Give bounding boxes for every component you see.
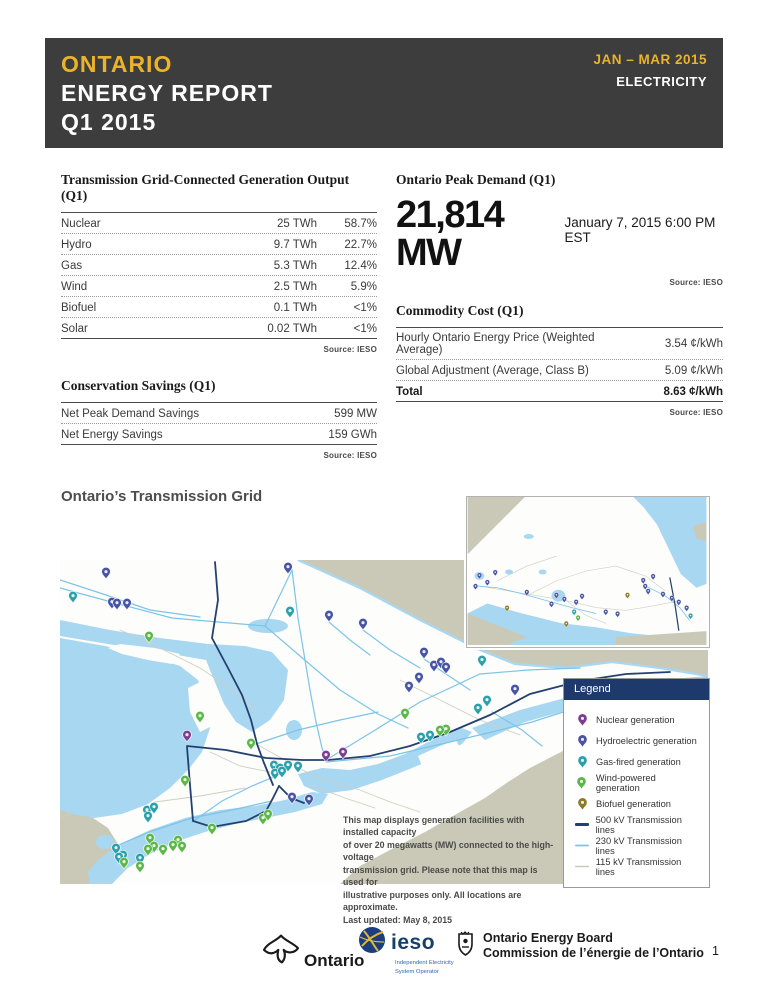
table-row — [61, 424, 377, 445]
legend-item-115kv — [574, 856, 701, 877]
legend-line-swatch-500kv — [574, 822, 590, 827]
map-legend — [563, 678, 710, 888]
legend-label: 230 kV Transmission lines — [595, 835, 682, 856]
legend-label: Hydroelectric generation — [596, 735, 697, 746]
banner-title-energy-report: ENERGY REPORT — [61, 80, 273, 106]
oeb-crest-icon — [456, 931, 475, 964]
note-line: illustrative purposes only. All locations are approximate. — [343, 889, 522, 913]
row-value: 5.09 ¢/kWh — [664, 364, 723, 377]
legend-label: Wind-powered generation — [595, 772, 656, 793]
legend-item-500kv — [574, 814, 701, 835]
legend-line-swatch-115kv — [574, 864, 590, 869]
table-row — [396, 360, 723, 381]
row-value: 3.54 ¢/kWh — [664, 338, 723, 350]
nuclear-pin-icon — [574, 713, 590, 726]
peak-demand-heading: Ontario Peak Demand (Q1) — [396, 172, 556, 187]
hydro-pin-icon — [574, 734, 590, 747]
left-column — [61, 172, 377, 460]
biofuel-pin-icon — [574, 797, 590, 810]
commodity-source: Source: IESO — [669, 408, 723, 417]
row-share: 58.7% — [344, 217, 377, 230]
note-last-updated: Last updated: May 8, 2015 — [343, 914, 453, 925]
row-share: 22.7% — [344, 238, 377, 251]
banner-category: ELECTRICITY — [616, 74, 707, 89]
table-row — [61, 297, 377, 318]
note-line: transmission grid. Please note that this map is used for — [343, 864, 538, 888]
legend-title: Legend — [564, 679, 709, 700]
ontario-logo-word: Ontario — [304, 951, 365, 970]
table-row — [61, 234, 377, 255]
ieso-logo — [358, 926, 454, 976]
peak-demand-source: Source: IESO — [669, 278, 723, 287]
row-share: <1% — [353, 322, 377, 335]
row-value: 159 GWh — [328, 428, 377, 441]
legend-item-hydro — [574, 730, 701, 751]
page-number: 1 — [712, 944, 719, 958]
note-line: This map displays generation facilities with installed capacity — [343, 815, 525, 838]
row-label: Total — [396, 385, 423, 398]
row-label: Net Energy Savings — [61, 428, 163, 441]
legend-label: Biofuel generation — [596, 798, 671, 809]
conservation-table — [61, 402, 377, 445]
note-line: of over 20 megawatts (MW) connected to the high-voltage — [343, 839, 554, 863]
legend-label: Nuclear generation — [596, 714, 675, 725]
banner-period: JAN – MAR 2015 — [593, 52, 707, 67]
row-label: Solar — [61, 322, 88, 335]
row-label: Global Adjustment (Average, Class B) — [396, 364, 589, 377]
generation-source: Source: IESO — [323, 345, 377, 354]
legend-item-biofuel — [574, 793, 701, 814]
row-share: <1% — [353, 301, 377, 314]
wind-pin-icon — [574, 776, 590, 789]
row-share: 12.4% — [344, 259, 377, 272]
row-value: 0.02 TWh — [267, 322, 317, 335]
legend-label: 115 kV Transmission lines — [595, 856, 682, 877]
oeb-name-en: Ontario Energy Board — [483, 931, 613, 945]
legend-label: Gas-fired generation — [596, 756, 681, 767]
commodity-table — [396, 327, 723, 402]
ieso-subtitle-line: Independent Electricity — [395, 960, 454, 966]
legend-item-gas — [574, 751, 701, 772]
row-value: 2.5 TWh — [273, 280, 317, 293]
banner-title-ontario: ONTARIO — [61, 51, 173, 77]
row-share: 5.9% — [350, 280, 377, 293]
ieso-globe-icon — [358, 926, 386, 959]
map-disclaimer-note — [343, 814, 555, 926]
row-value: 8.63 ¢/kWh — [663, 385, 723, 398]
generation-table — [61, 212, 377, 339]
ontario-logo — [260, 932, 364, 971]
legend-line-swatch-230kv — [574, 843, 590, 848]
row-value: 25 TWh — [276, 217, 317, 230]
commodity-heading: Commodity Cost (Q1) — [396, 303, 524, 318]
legend-item-nuclear — [574, 709, 701, 730]
ontario-trillium-icon — [260, 932, 302, 971]
banner-title-quarter: Q1 2015 — [61, 109, 157, 135]
table-row — [61, 318, 377, 339]
north-ontario-inset-map — [466, 496, 710, 648]
legend-label: 500 kV Transmission lines — [595, 814, 682, 835]
table-row-total — [396, 381, 723, 402]
header-banner — [45, 38, 723, 148]
row-label: Hydro — [61, 238, 92, 251]
peak-demand-value: 21,814 MW — [396, 194, 504, 274]
right-column — [396, 172, 723, 417]
conservation-heading: Conservation Savings (Q1) — [61, 378, 216, 393]
row-value: 9.7 TWh — [273, 238, 317, 251]
oeb-logo-block — [456, 931, 704, 964]
row-label: Gas — [61, 259, 83, 272]
row-label: Net Peak Demand Savings — [61, 407, 200, 420]
oeb-name-fr: Commission de l’énergie de l’Ontario — [483, 946, 704, 960]
table-row — [396, 328, 723, 360]
map-title: Ontario’s Transmission Grid — [61, 488, 263, 505]
ieso-subtitle-line: System Operator — [395, 968, 439, 975]
legend-item-230kv — [574, 835, 701, 856]
table-row — [61, 276, 377, 297]
footer — [0, 922, 768, 982]
inset-map-svg — [467, 497, 707, 645]
table-row — [61, 255, 377, 276]
ieso-logo-word: ieso — [391, 930, 436, 954]
row-label: Nuclear — [61, 217, 101, 230]
legend-item-wind — [574, 772, 701, 793]
conservation-source: Source: IESO — [323, 451, 377, 460]
peak-demand-timestamp: January 7, 2015 6:00 PM EST — [564, 215, 716, 245]
row-label: Hourly Ontario Energy Price (Weighted Average) — [396, 332, 595, 356]
table-row — [61, 403, 377, 424]
row-value: 599 MW — [334, 407, 377, 420]
gas-pin-icon — [574, 755, 590, 768]
row-label: Biofuel — [61, 301, 97, 314]
row-label: Wind — [61, 280, 88, 293]
row-value: 0.1 TWh — [273, 301, 317, 314]
generation-heading: Transmission Grid-Connected Generation Output (Q1) — [61, 172, 350, 203]
table-row — [61, 213, 377, 234]
row-value: 5.3 TWh — [273, 259, 317, 272]
